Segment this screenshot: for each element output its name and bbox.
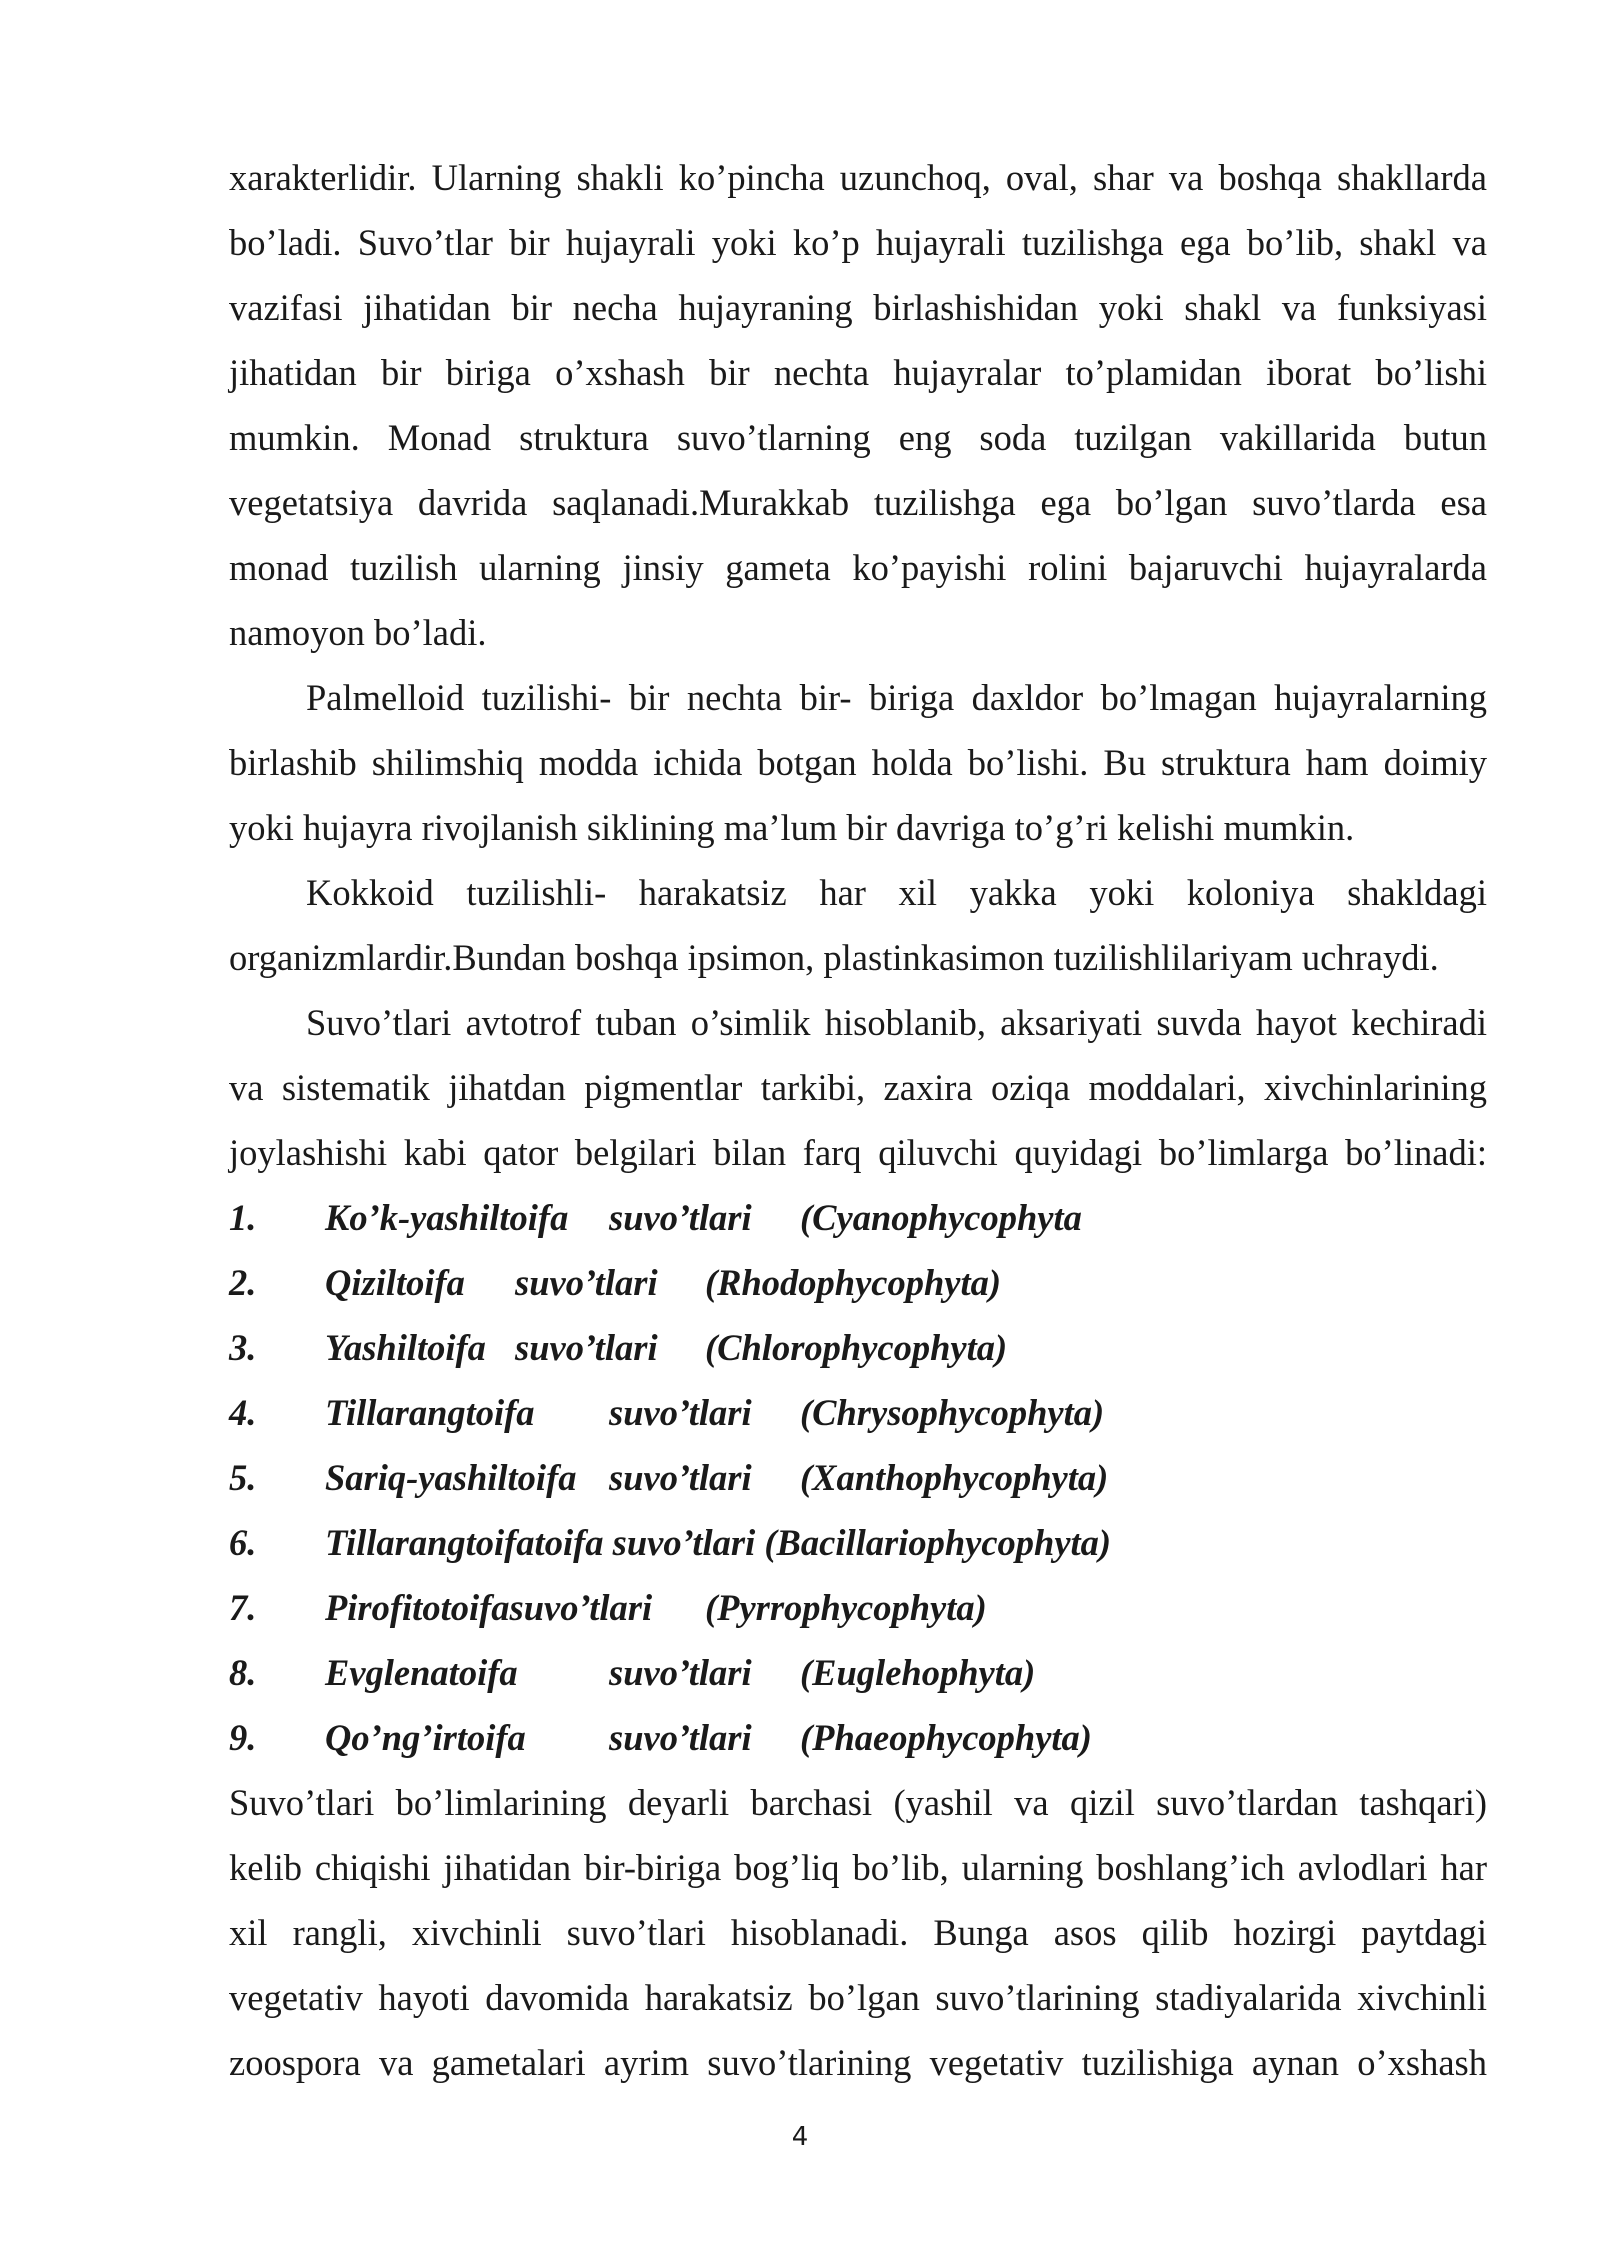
division-latin: (Pyrrophycophyta) bbox=[705, 1587, 987, 1628]
text-line: organizmlardir.Bundan boshqa ipsimon, plastinkasimon tuzilishlilariyam uchraydi. bbox=[229, 937, 1439, 978]
text-line: xarakterlidir. Ularning shakli ko’pincha uzunchoq, oval, shar va boshqa shakllarda bbox=[229, 157, 1487, 198]
division-latin: (Phaeophycophyta) bbox=[800, 1717, 1092, 1758]
division-latin: (Xanthophycophyta) bbox=[800, 1457, 1109, 1498]
text-line: birlashib shilimshiq modda ichida botgan holda bo’lishi. Bu struktura ham doimiy bbox=[229, 742, 1487, 783]
paragraph-palmelloid bbox=[229, 665, 1487, 860]
list-number: 4. bbox=[229, 1392, 257, 1433]
text-line: vegetativ hayoti davomida harakatsiz bo’lgan suvo’tlarining stadiyalarida xivchinli bbox=[229, 1977, 1487, 2018]
division-name: Qo’ng’irtoifa bbox=[325, 1717, 526, 1758]
text-line: zoospora va gametalari ayrim suvo’tlarining vegetativ tuzilishiga aynan o’xshash bbox=[229, 2042, 1487, 2083]
division-word: suvo’tlari bbox=[515, 1262, 658, 1303]
text-line: Suvo’tlari avtotrof tuban o’simlik hisoblanib, aksariyati suvda hayot kechiradi bbox=[306, 1002, 1487, 1043]
list-number: 9. bbox=[229, 1717, 257, 1758]
page-number: 4 bbox=[791, 2122, 809, 2152]
division-word: suvo’tlari bbox=[515, 1327, 658, 1368]
division-word: suvo’tlari bbox=[609, 1717, 752, 1758]
division-name: Tillarangtoifatoifa suvo’tlari (Bacillariophycophyta) bbox=[325, 1522, 1112, 1563]
division-name: Tillarangtoifa bbox=[325, 1392, 535, 1433]
list-number: 1. bbox=[229, 1197, 257, 1238]
list-number: 7. bbox=[229, 1587, 257, 1628]
text-line: vazifasi jihatidan bir necha hujayraning birlashishidan yoki shakl va funksiyasi bbox=[229, 287, 1487, 328]
list-number: 6. bbox=[229, 1522, 257, 1563]
text-line: yoki hujayra rivojlanish siklining ma’lum bir davriga to’g’ri kelishi mumkin. bbox=[229, 807, 1355, 848]
list-item bbox=[229, 1640, 1487, 1705]
text-line: va sistematik jihatdan pigmentlar tarkibi, zaxira oziqa moddalari, xivchinlarining bbox=[229, 1067, 1487, 1108]
list-number: 3. bbox=[229, 1327, 257, 1368]
division-word: suvo’tlari bbox=[609, 1197, 752, 1238]
list-item bbox=[229, 1575, 1487, 1640]
text-line: joylashishi kabi qator belgilari bilan farq qiluvchi quyidagi bo’limlarga bo’linadi: bbox=[229, 1132, 1487, 1173]
list-item bbox=[229, 1705, 1487, 1770]
list-item bbox=[229, 1185, 1487, 1250]
text-line: mumkin. Monad struktura suvo’tlarning eng soda tuzilgan vakillarida butun bbox=[229, 417, 1487, 458]
division-name: Pirofitotoifasuvo’tlari bbox=[325, 1587, 653, 1628]
paragraph-kokkoid bbox=[229, 860, 1487, 990]
division-word: suvo’tlari bbox=[609, 1457, 752, 1498]
text-line: kelib chiqishi jihatidan bir-biriga bog’liq bo’lib, ularning boshlang’ich avlodlari har bbox=[229, 1847, 1487, 1888]
text-line: Kokkoid tuzilishli- harakatsiz har xil yakka yoki koloniya shakldagi bbox=[306, 872, 1487, 913]
list-item bbox=[229, 1250, 1487, 1315]
text-line: Suvo’tlari bo’limlarining deyarli barchasi (yashil va qizil suvo’tlardan tashqari) bbox=[229, 1782, 1487, 1823]
text-line: bo’ladi. Suvo’tlar bir hujayrali yoki ko’p hujayrali tuzilishga ega bo’lib, shakl va bbox=[229, 222, 1487, 263]
division-name: Qiziltoifa bbox=[325, 1262, 465, 1303]
division-name: Sariq-yashiltoifa bbox=[325, 1457, 577, 1498]
document-page bbox=[229, 145, 1487, 2095]
text-line: jihatidan bir biriga o’xshash bir nechta hujayralar to’plamidan iborat bo’lishi bbox=[229, 352, 1487, 393]
text-line: vegetatsiya davrida saqlanadi.Murakkab tuzilishga ega bo’lgan suvo’tlarda esa bbox=[229, 482, 1487, 523]
list-item bbox=[229, 1380, 1487, 1445]
list-item bbox=[229, 1445, 1487, 1510]
paragraph-structure-types bbox=[229, 145, 1487, 665]
division-latin: (Rhodophycophyta) bbox=[705, 1262, 1002, 1303]
list-number: 5. bbox=[229, 1457, 257, 1498]
division-word: suvo’tlari bbox=[609, 1652, 752, 1693]
division-latin: (Cyanophycophyta bbox=[800, 1197, 1082, 1238]
division-list bbox=[229, 1185, 1487, 1770]
division-latin: (Chrysophycophyta) bbox=[800, 1392, 1105, 1433]
list-item bbox=[229, 1315, 1487, 1380]
text-line: monad tuzilish ularning jinsiy gameta ko’payishi rolini bajaruvchi hujayralarda bbox=[229, 547, 1487, 588]
division-latin: (Euglehophyta) bbox=[800, 1652, 1036, 1693]
paragraph-origin bbox=[229, 1770, 1487, 2095]
division-name: Ko’k-yashiltoifa bbox=[325, 1197, 569, 1238]
division-latin: (Chlorophycophyta) bbox=[705, 1327, 1008, 1368]
list-number: 8. bbox=[229, 1652, 257, 1693]
list-item bbox=[229, 1510, 1487, 1575]
division-name: Yashiltoifa bbox=[325, 1327, 486, 1368]
list-number: 2. bbox=[229, 1262, 257, 1303]
division-name: Evglenatoifa bbox=[325, 1652, 518, 1693]
paragraph-classification bbox=[229, 990, 1487, 1185]
text-line: xil rangli, xivchinli suvo’tlari hisoblanadi. Bunga asos qilib hozirgi paytdagi bbox=[229, 1912, 1487, 1953]
text-line: namoyon bo’ladi. bbox=[229, 612, 487, 653]
text-line: Palmelloid tuzilishi- bir nechta bir- biriga daxldor bo’lmagan hujayralarning bbox=[306, 677, 1487, 718]
division-word: suvo’tlari bbox=[609, 1392, 752, 1433]
